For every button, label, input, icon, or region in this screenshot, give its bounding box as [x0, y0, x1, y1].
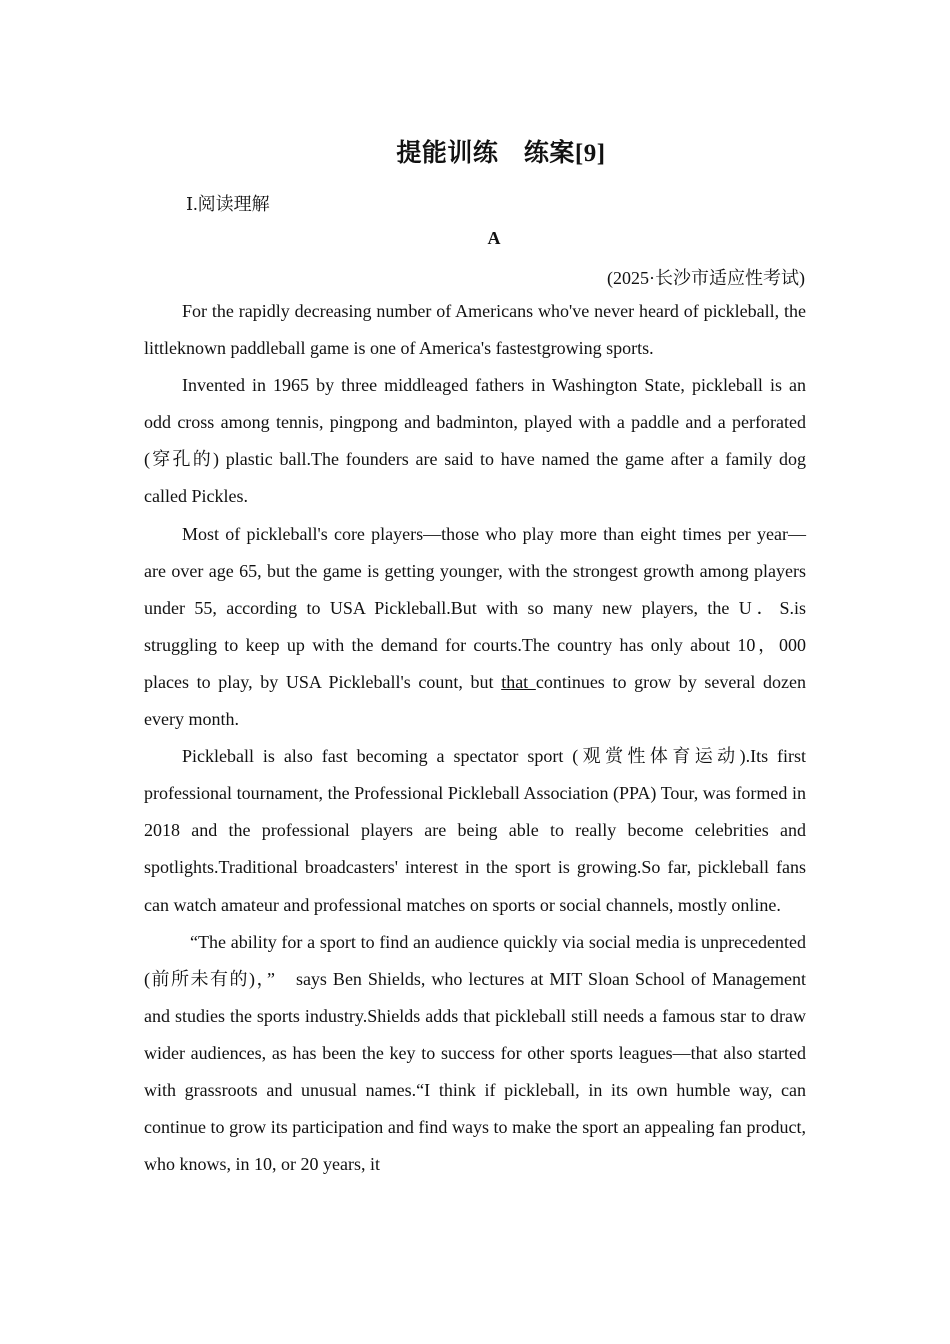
paragraph-5: “The ability for a sport to find an audience quickly via social media is unprecedented (前所未有的)，” says Ben Shields, who lectures at MIT Sloan School of Management and studies the sports industry.Shields adds that pickleball still needs a famous star to draw wider audiences, as has been the key to success for other sports leagues—that also started with grassroots and unusual names.“I think if pickleball, in its own humble way, can continue to grow its participation and find ways to make the sport an appealing fan product, who knows, in 10, or 20 years, it: [144, 931, 806, 1175]
paragraph-1: For the rapidly decreasing number of Americans who've never heard of pickleball, the littleknown paddleball game is one of America's fastestgrowing sports.: [144, 301, 806, 359]
paragraph-3: [144, 516, 806, 739]
paragraph-4: Pickleball is also fast becoming a spectator sport (观赏性体育运动).Its first professional tournament, the Professional Pickleball Association (PPA) Tour, was formed in 2018 and the professional players are being able to really become celebrities and spotlights.Traditional broadcasters' interest in the sport is growing.So far, pickleball fans can watch amateur and professional matches on sports or social channels, mostly online.: [144, 746, 806, 915]
source-citation: (2025·长沙市适应性考试): [607, 268, 805, 288]
paragraph-3-text-a: Most of pickleball's core players—those who play more than eight times per year—are over age 65, but the game is getting younger, with the strongest growth among players under 55, according to USA Pickleball.But with so many new players, the U．S.is struggling to keep up with the demand for courts.The country has only about 10，000 places to play, by USA Pickleball's count, but: [144, 523, 806, 692]
page-title: 提能训练 练案[9]: [396, 140, 606, 167]
section-heading: Ⅰ.阅读理解: [186, 194, 270, 214]
passage-label: A: [487, 228, 501, 248]
passage-body: [144, 293, 806, 1183]
paragraph-2: Invented in 1965 by three middleaged fathers in Washington State, pickleball is an odd cross among tennis, pingpong and badminton, played with a paddle and a perforated (穿孔的) plastic ball.The founders are said to have named the game after a family dog called Pickles.: [144, 375, 806, 507]
paragraph-3-text-b: continues to grow by several dozen every month.: [144, 671, 806, 730]
underlined-word-that: that: [501, 671, 536, 692]
